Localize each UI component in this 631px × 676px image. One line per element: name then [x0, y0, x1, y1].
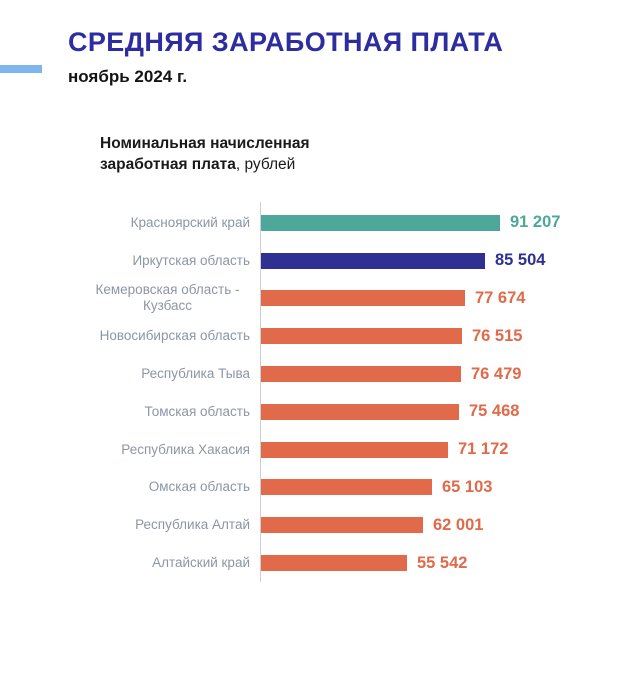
- category-label-column: [0, 479, 250, 495]
- bar-zone: [261, 478, 492, 497]
- bar-zone: [261, 327, 522, 346]
- value-label: 85 504: [495, 251, 546, 270]
- value-label: 76 479: [471, 364, 522, 383]
- chart-row: [0, 355, 631, 393]
- value-label: 77 674: [475, 288, 526, 307]
- bar: [261, 290, 465, 306]
- bar-zone: [261, 251, 545, 270]
- category-label: Иркутская область: [132, 252, 250, 268]
- value-label: 55 542: [417, 553, 468, 572]
- infographic-page: [0, 27, 631, 676]
- category-label-column: [0, 253, 250, 269]
- category-label-column: [0, 442, 250, 458]
- value-label: 65 103: [442, 477, 493, 496]
- bar-zone: [261, 554, 467, 573]
- value-label: 71 172: [458, 440, 509, 459]
- category-label-column: [0, 215, 250, 231]
- value-label: 62 001: [433, 515, 484, 534]
- chart-title-line1: Номинальная начисленная: [100, 135, 310, 152]
- category-label-column: [0, 404, 250, 420]
- value-label: 91 207: [510, 213, 561, 232]
- category-label: Томская область: [144, 403, 250, 419]
- page-title: СРЕДНЯЯ ЗАРАБОТНАЯ ПЛАТА: [68, 27, 504, 57]
- bar: [261, 215, 500, 231]
- category-label-column: [0, 366, 250, 382]
- chart-row: [0, 280, 631, 318]
- bar: [261, 328, 462, 344]
- bar-zone: [261, 516, 483, 535]
- category-label: Омская область: [148, 479, 250, 495]
- bar-zone: [261, 440, 508, 459]
- bar: [261, 366, 461, 382]
- accent-dash: [0, 65, 42, 73]
- category-label: Алтайский край: [152, 555, 250, 571]
- chart-row: [0, 469, 631, 507]
- chart-row: [0, 242, 631, 280]
- category-label-column: [0, 555, 250, 571]
- category-label-column: [0, 328, 250, 344]
- category-label: Республика Тыва: [141, 366, 250, 382]
- bar-zone: [261, 213, 560, 232]
- chart-row: [0, 317, 631, 355]
- value-label: 76 515: [472, 326, 523, 345]
- bar-zone: [261, 289, 525, 308]
- category-label: Красноярский край: [130, 214, 250, 230]
- bar: [261, 253, 485, 269]
- chart-row: [0, 544, 631, 582]
- chart-title-line2: заработная плата: [100, 156, 236, 173]
- bar: [261, 555, 407, 571]
- category-label: Республика Хакасия: [121, 441, 250, 457]
- category-label: Республика Алтай: [135, 517, 250, 533]
- chart-rows: [0, 204, 631, 582]
- category-label-column: [0, 517, 250, 533]
- bar-zone: [261, 365, 521, 384]
- bar: [261, 479, 432, 495]
- chart-row: [0, 506, 631, 544]
- category-label-column: [0, 282, 250, 314]
- category-label: Кемеровская область - Кузбасс: [95, 282, 240, 314]
- category-label: Новосибирская область: [99, 328, 250, 344]
- bar: [261, 442, 448, 458]
- chart-row: [0, 204, 631, 242]
- chart-row: [0, 431, 631, 469]
- value-label: 75 468: [469, 402, 520, 421]
- period-subtitle: ноябрь 2024 г.: [68, 67, 188, 86]
- bar: [261, 517, 423, 533]
- chart-row: [0, 393, 631, 431]
- chart-title: [100, 133, 631, 175]
- bar: [261, 404, 459, 420]
- bar-zone: [261, 402, 519, 421]
- chart-title-unit: , рублей: [235, 156, 296, 173]
